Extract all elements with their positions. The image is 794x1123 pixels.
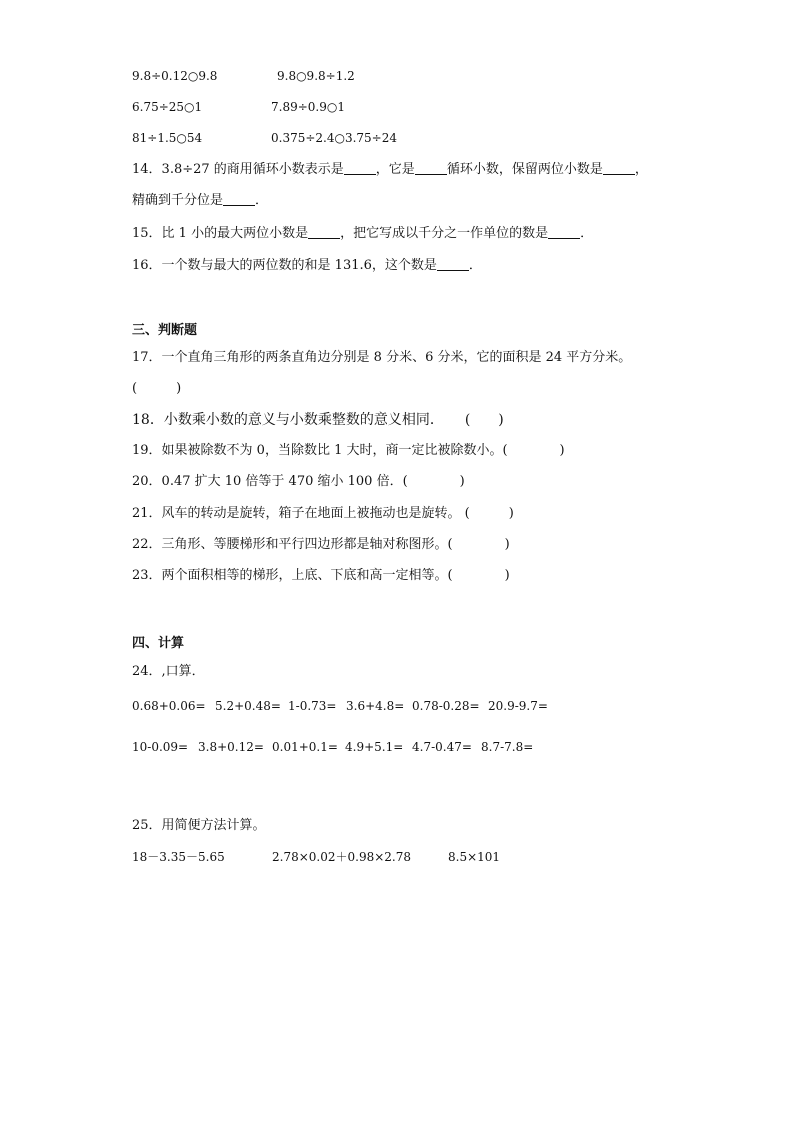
- compare-item: 0.375÷2.4○3.75÷24: [271, 131, 398, 145]
- answer-blank[interactable]: [308, 226, 340, 239]
- section-title: 四、计算: [132, 636, 185, 651]
- compare-item: 6.75÷25○1: [132, 100, 203, 114]
- calc-item: 20.9-9.7=: [488, 699, 548, 713]
- question-text: 15．比 1 小的最大两位小数是: [132, 226, 309, 241]
- question-text: 精确到千分位是: [132, 193, 224, 208]
- question-14: [132, 162, 648, 178]
- compare-item: 9.8÷0.12○9.8: [132, 69, 218, 83]
- question-text: ，把它写成以千分之一作单位的数是: [340, 226, 549, 241]
- question-22: 22．三角形、等腰梯形和平行四边形都是轴对称图形。( ): [132, 537, 510, 552]
- calc-item: 5.2+0.48=: [215, 699, 281, 713]
- answer-blank[interactable]: [548, 226, 580, 239]
- calc-item: 8.5×101: [448, 850, 501, 864]
- question-16: [132, 258, 482, 274]
- answer-parentheses: ( ): [132, 381, 182, 396]
- calc-item: 10-0.09=: [132, 740, 189, 754]
- question-18: 18．小数乘小数的意义与小数乘整数的意义相同． ( ): [132, 412, 504, 428]
- calc-item: 3.6+4.8=: [346, 699, 405, 713]
- question-text: 14．3.8÷27 的商用循环小数表示是: [132, 162, 344, 177]
- question-24: 24．,口算．: [132, 664, 205, 679]
- question-text: ．: [468, 258, 482, 273]
- compare-item: 9.8○9.8÷1.2: [277, 69, 355, 83]
- question-19: 19．如果被除数不为 0，当除数比 1 大时，商一定比被除数小。( ): [132, 443, 565, 458]
- question-text: ．: [255, 193, 269, 208]
- calc-item: 4.9+5.1=: [345, 740, 404, 754]
- question-text: ．: [580, 226, 594, 241]
- answer-blank[interactable]: [344, 162, 376, 175]
- calc-item: 8.7-7.8=: [481, 740, 534, 754]
- question-17: 17．一个直角三角形的两条直角边分别是 8 分米、6 分米，它的面积是 24 平方分米。: [132, 350, 632, 365]
- question-15: [132, 226, 593, 242]
- answer-blank[interactable]: [415, 162, 447, 175]
- calc-item: 2.78×0.02＋0.98×2.78: [272, 850, 411, 864]
- question-text: 16．一个数与最大的两位数的和是 131.6，这个数是: [132, 258, 437, 273]
- question-text: ，它是: [375, 162, 415, 177]
- question-23: 23．两个面积相等的梯形，上底、下底和高一定相等。( ): [132, 568, 510, 583]
- calc-item: 0.78-0.28=: [412, 699, 480, 713]
- compare-item: 81÷1.5○54: [132, 131, 203, 145]
- question-25: 25．用简便方法计算。: [132, 818, 266, 833]
- calc-item: 18－3.35－5.65: [132, 850, 225, 864]
- question-text: 循环小数，保留两位小数是: [446, 162, 603, 177]
- compare-item: 7.89÷0.9○1: [271, 100, 345, 114]
- question-14-cont: [132, 193, 268, 209]
- answer-blank[interactable]: [223, 193, 255, 206]
- section-title: 三、判断题: [132, 323, 198, 338]
- question-text: ，: [634, 162, 648, 177]
- answer-blank[interactable]: [437, 258, 469, 271]
- question-21: 21．风车的转动是旋转，箱子在地面上被拖动也是旋转。 ( ): [132, 506, 514, 521]
- calc-item: 0.68+0.06=: [132, 699, 206, 713]
- answer-blank[interactable]: [603, 162, 635, 175]
- calc-item: 1-0.73=: [288, 699, 337, 713]
- calc-item: 3.8+0.12=: [198, 740, 264, 754]
- calc-item: 0.01+0.1=: [272, 740, 338, 754]
- calc-item: 4.7-0.47=: [412, 740, 472, 754]
- question-20: 20．0.47 扩大 10 倍等于 470 缩小 100 倍．( ): [132, 474, 465, 489]
